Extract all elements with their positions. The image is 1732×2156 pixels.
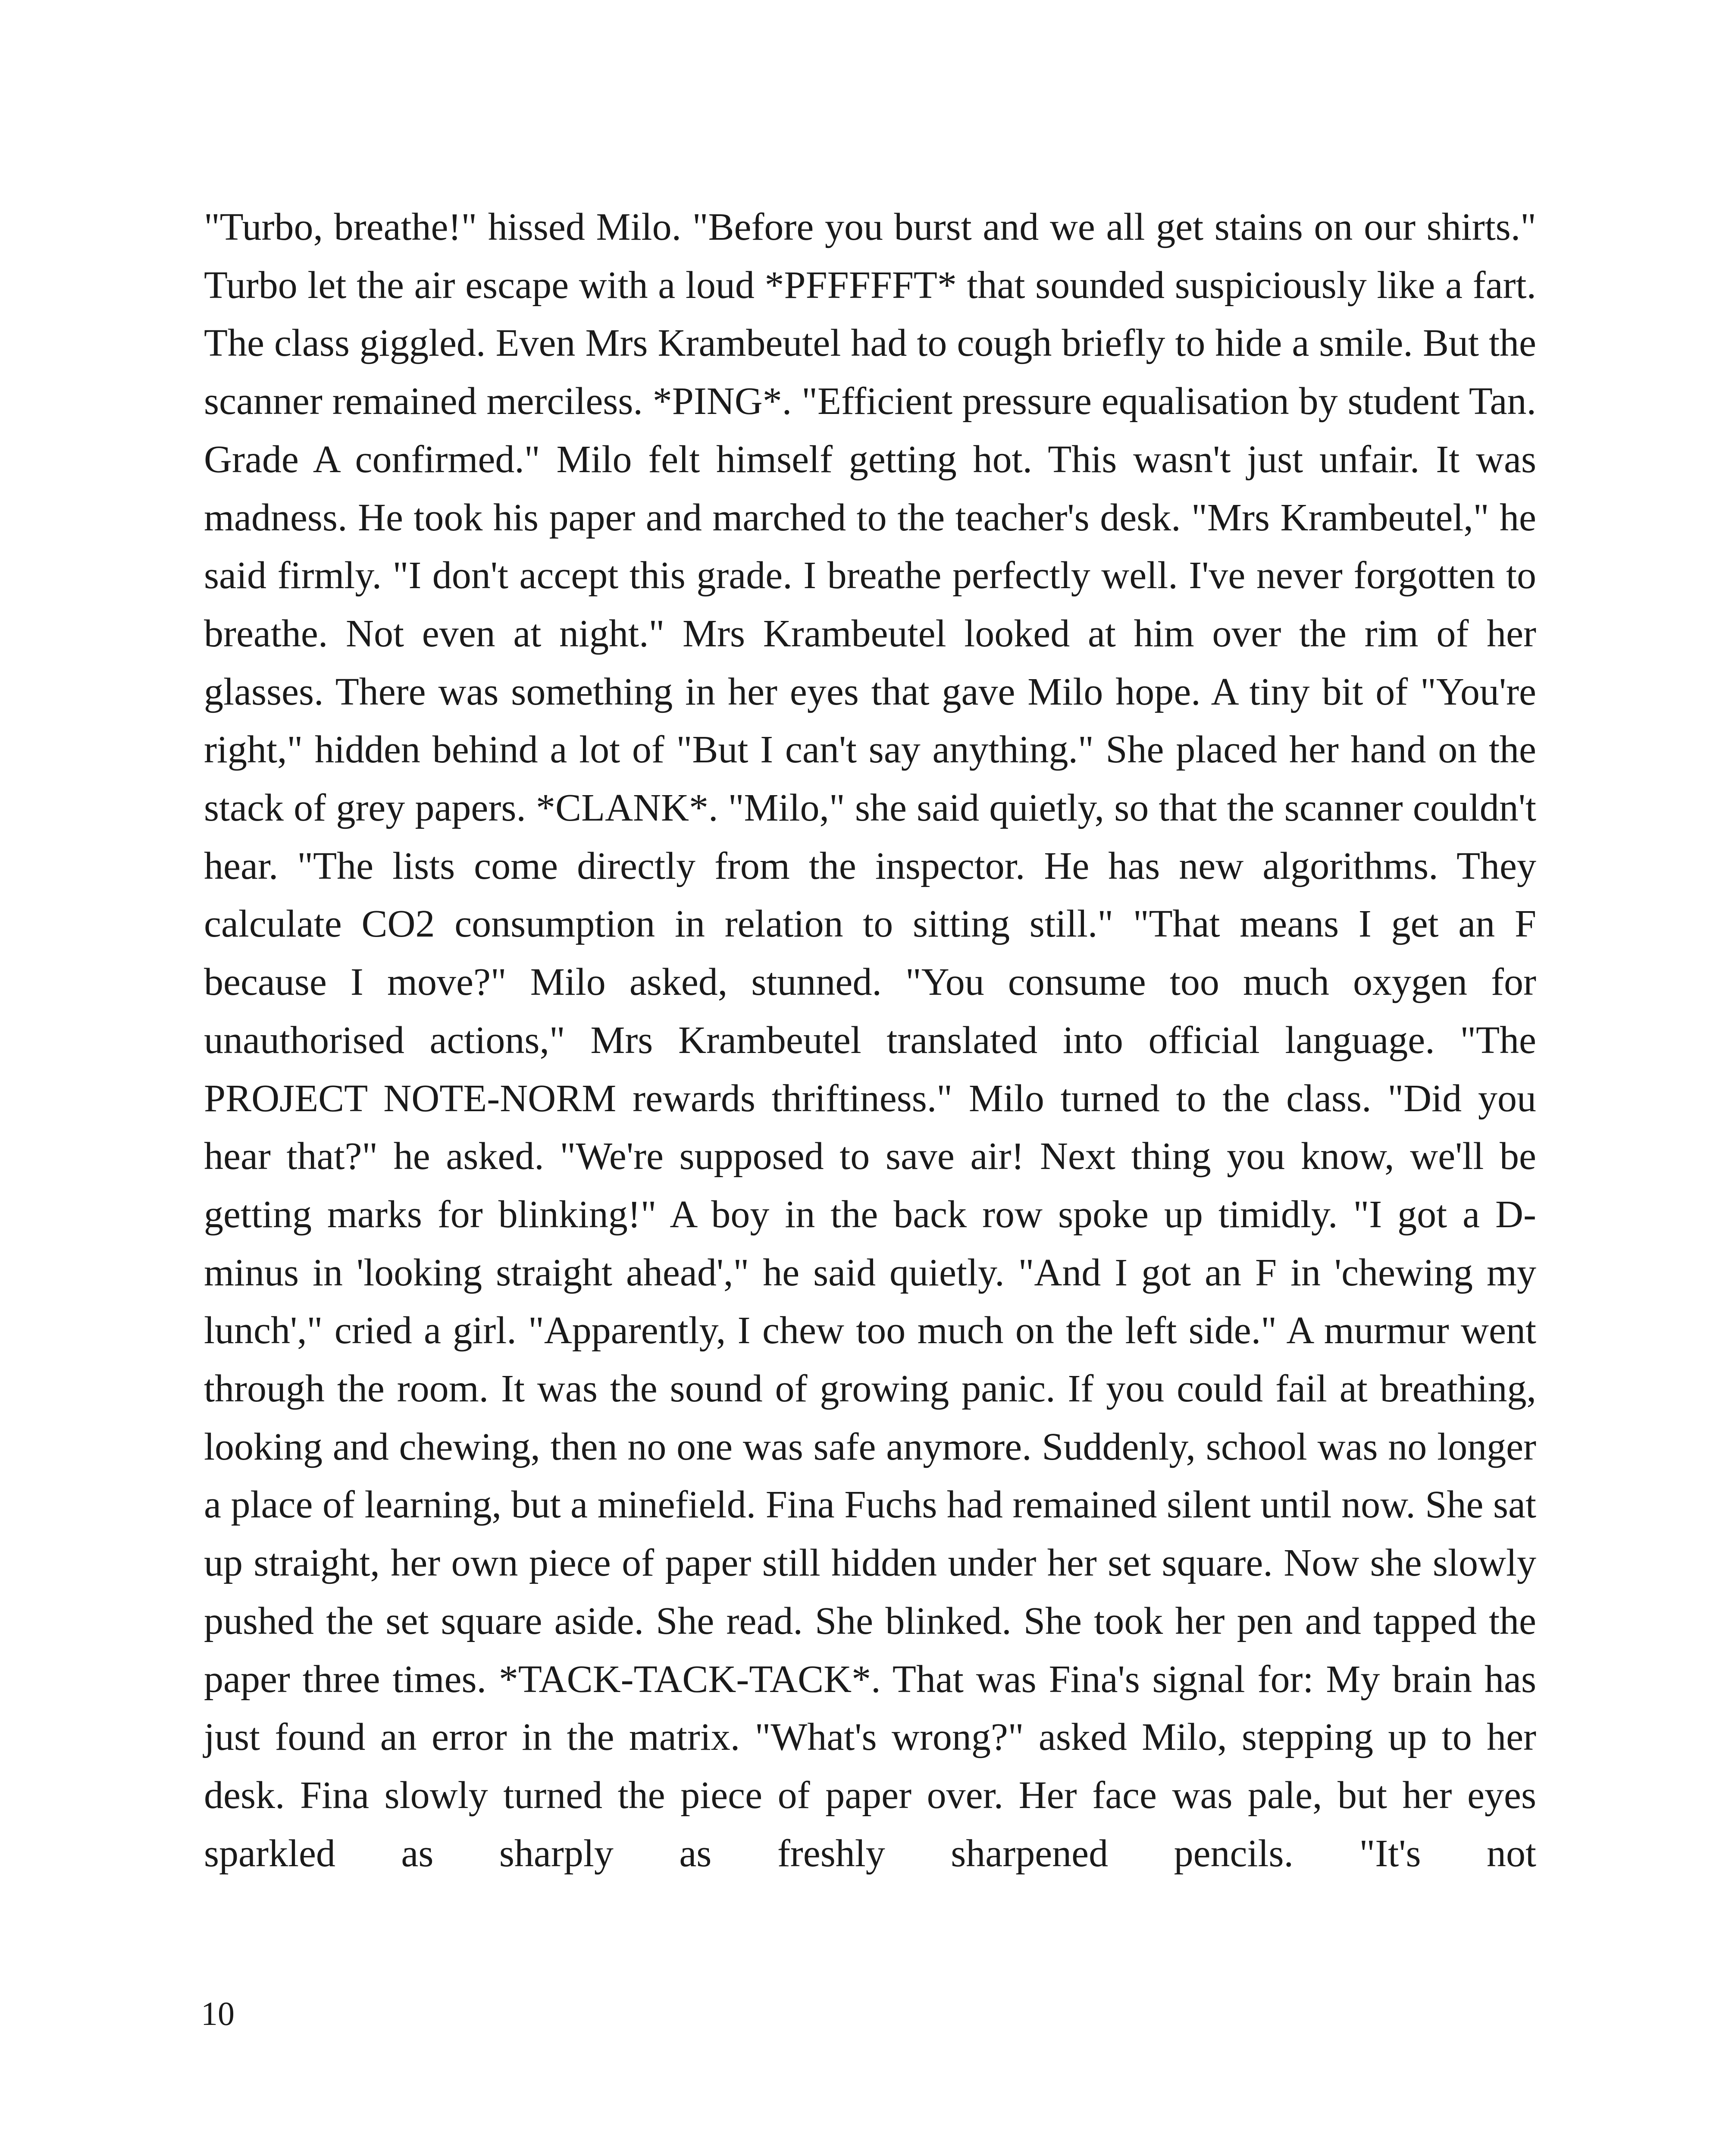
page-number: 10 [201, 1995, 235, 2032]
body-paragraph: "Turbo, breathe!" hissed Milo. "Before you burst and we all get stains on our shirts." Turbo let the air escape with a loud *PFFFFFT* that sounded suspiciously like a fart. The class giggled. Even Mrs Krambeutel had to cough briefly to hide a smile. But the scanner remained merciless. *PING*. "Efficient pressure equalisation by student Tan. Grade A confirmed." Milo felt himself getting hot. This wasn't just unfair. It was madness. He took his paper and marched to the teacher's desk. "Mrs Krambeutel," he said firmly. "I don't accept this grade. I breathe perfectly well. I've never forgotten to breathe. Not even at night." Mrs Krambeutel looked at him over the rim of her glasses. There was something in her eyes that gave Milo hope. A tiny bit of "You're right," hidden behind a lot of "But I can't say anything." She placed her hand on the stack of grey papers. *CLANK*. "Milo," she said quietly, so that the scanner couldn't hear. "The lists come directly from the inspector. He has new algorithms. They calculate CO2 consumption in relation to sitting still." "That means I get an F because I move?" Milo asked, stunned. "You consume too much oxygen for unauthorised actions," Mrs Krambeutel translated into official language. "The PROJECT NOTE-NORM rewards thriftiness." Milo turned to the class. "Did you hear that?" he asked. "We're supposed to save air! Next thing you know, we'll be getting marks for blinking!" A boy in the back row spoke up timidly. "I got a D-minus in 'looking straight ahead'," he said quietly. "And I got an F in 'chewing my lunch'," cried a girl. "Apparently, I chew too much on the left side." A murmur went through the room. It was the sound of growing panic. If you could fail at breathing, looking and chewing, then no one was safe anymore. Suddenly, school was no longer a place of learning, but a minefield. Fina Fuchs had remained silent until now. She sat up straight, her own piece of paper still hidden under her set square. Now she slowly pushed the set square aside. She read. She blinked. She took her pen and tapped the paper three times. *TACK-TACK-TACK*. That was Fina's signal for: My brain has just found an error in the matrix. "What's wrong?" asked Milo, stepping up to her desk. Fina slowly turned the piece of paper over. Her face was pale, but her eyes sparkled as sharply as freshly sharpened pencils. "It's not [204, 206, 1536, 1875]
